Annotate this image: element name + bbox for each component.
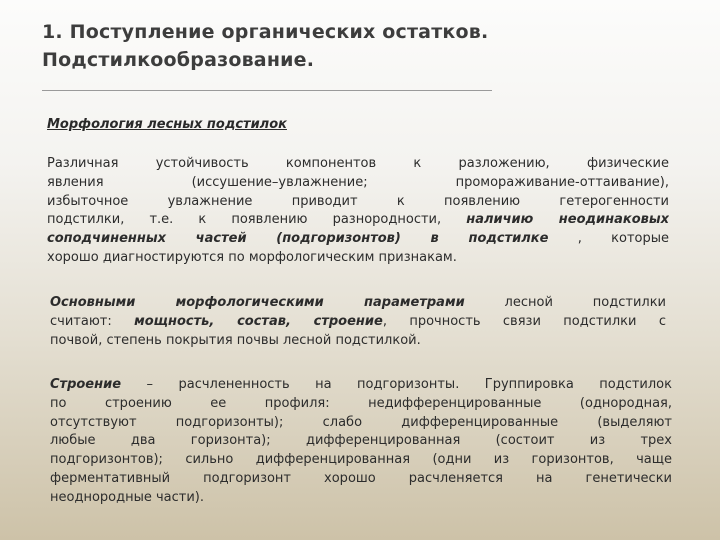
- plain-text: , прочность связи подстилки с: [382, 313, 666, 329]
- emphasis-text: наличию неодинаковых: [466, 212, 669, 228]
- slide-title-line-2: Подстилкообразование.: [42, 49, 315, 71]
- paragraph-line: [50, 294, 666, 313]
- slide-title: [42, 18, 662, 74]
- paragraph-line: по строению ее профиля: недифференцированные (однородная,: [50, 395, 672, 411]
- paragraph-line: [47, 211, 669, 230]
- paragraph-parameters: [50, 294, 666, 350]
- emphasis-text: Строение: [50, 377, 122, 392]
- paragraph-line: хорошо диагностируются по морфологическим признакам.: [47, 249, 457, 265]
- plain-text: лесной подстилки: [464, 295, 666, 310]
- paragraph-line: [50, 313, 666, 332]
- plain-text: – расчлененность на подгоризонты. Группировка подстилок: [121, 377, 672, 392]
- paragraph-line: неоднородные части).: [50, 489, 205, 505]
- emphasis-text: Основными морфологическими параметрами: [50, 295, 465, 310]
- plain-text: считают:: [50, 313, 135, 329]
- paragraph-line: Различная устойчивость компонентов к разложению, физические: [47, 156, 669, 171]
- paragraph-line: [50, 376, 672, 395]
- paragraph-line: подгоризонтов); сильно дифференцированная (одни из горизонтов, чаще: [50, 452, 672, 468]
- section-subtitle: Морфология лесных подстилок: [47, 117, 287, 132]
- paragraph-line: почвой, степень покрытия почвы лесной подстилкой.: [50, 332, 421, 348]
- plain-text: , которые: [548, 231, 669, 247]
- plain-text: подстилки, т.е. к появлению разнородности,: [47, 212, 467, 228]
- paragraph-line: ферментативный подгоризонт хорошо расчленяется на генетически: [50, 470, 672, 486]
- emphasis-text: соподчиненных частей (подгоризонтов) в подстилке: [47, 231, 549, 247]
- paragraph-line: любые два горизонта); дифференцированная (состоит из трех: [50, 433, 672, 449]
- paragraph-line: [47, 230, 669, 249]
- slide-title-line-1: 1. Поступление органических остатков.: [42, 21, 489, 43]
- paragraph-heterogeneity: [47, 155, 669, 268]
- emphasis-text: мощность, состав, строение: [134, 313, 383, 329]
- paragraph-structure: [50, 376, 672, 508]
- paragraph-line: избыточное увлажнение приводит к появлению гетерогенности: [47, 193, 669, 209]
- paragraph-line: отсутствуют подгоризонты); слабо дифференцированные (выделяют: [50, 414, 672, 430]
- paragraph-line: явления (иссушение–увлажнение; промораживание-оттаивание),: [47, 174, 669, 190]
- title-divider: [42, 90, 492, 91]
